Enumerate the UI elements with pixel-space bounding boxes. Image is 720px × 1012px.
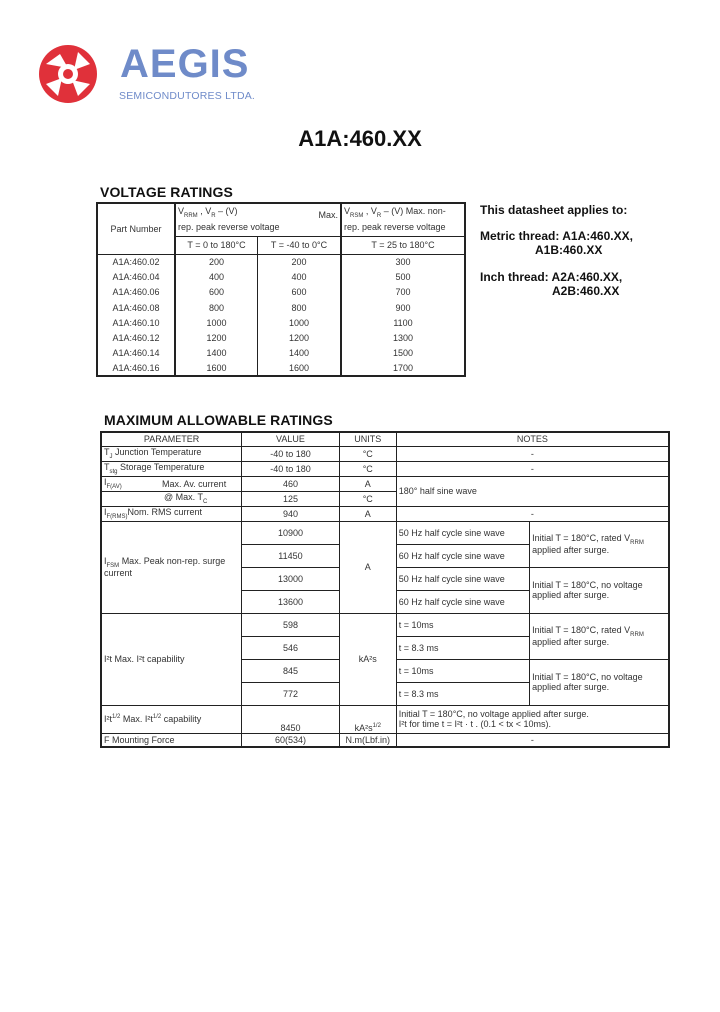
table-row — [97, 315, 465, 330]
value-i2t: 845 — [242, 659, 340, 682]
value-ifsm: 10900 — [242, 521, 340, 544]
applies-title: This datasheet applies to: — [480, 203, 628, 217]
cond-ifsm: 50 Hz half cycle sine wave — [396, 521, 529, 544]
cond-i2t: t = 8.3 ms — [396, 682, 529, 705]
notes-mounting: - — [396, 733, 669, 747]
table-row — [101, 461, 669, 476]
table-row — [101, 476, 669, 491]
table-row — [101, 705, 669, 733]
part-number-cell: A1A:460.10 — [112, 317, 160, 328]
voltage-cell: 1000 — [258, 315, 342, 330]
param-mounting: F Mounting Force — [101, 733, 242, 747]
aegis-logo-icon — [38, 44, 98, 104]
col-vrrm-header: $V_{RRM}$ , $V_R - (V)$ Max. rep. peak reverse voltage — [175, 203, 341, 236]
voltage-cell: 400 — [258, 269, 342, 284]
voltage-cell: 1400 — [258, 346, 342, 361]
inch-thread-line-2: A2B:460.XX — [552, 284, 620, 298]
voltage-cell: 800 — [258, 300, 342, 315]
cond-i2t: t = 10ms — [396, 659, 529, 682]
value-i2t: 546 — [242, 636, 340, 659]
param-tj: $T_J$ Junction Temperature — [101, 446, 242, 461]
cond-i2t: t = 10ms — [396, 613, 529, 636]
max-ratings-title: MAXIMUM ALLOWABLE RATINGS — [104, 412, 333, 428]
tj-range-2: T = -40 to 0°C — [258, 236, 342, 254]
voltage-cell: 500 — [341, 269, 465, 284]
value-ifav: 460 — [242, 476, 340, 491]
voltage-cell: 200 — [258, 254, 342, 269]
units-ifav: A — [339, 476, 396, 491]
value-tstg: -40 to 180 — [242, 461, 340, 476]
notes-i2rt: Initial T = 180°C, no voltage applied after surge. I²t for time t = I²t · t . (0.1 < tx < 10ms). — [396, 705, 669, 733]
table-row — [97, 361, 465, 376]
voltage-cell: 600 — [175, 285, 258, 300]
part-number-cell: A1A:460.04 — [112, 271, 160, 282]
units-tj: °C — [339, 446, 396, 461]
max-ratings-table — [100, 431, 670, 748]
voltage-cell: 800 — [175, 300, 258, 315]
table-row — [97, 330, 465, 345]
units-i2rt: $kA^2s^{1/2}$ — [339, 705, 396, 733]
value-i2rt: 8450 — [242, 705, 340, 733]
tj-range-1: T = 0 to 180°C — [175, 236, 258, 254]
units-tstg: °C — [339, 461, 396, 476]
voltage-cell: 1200 — [258, 330, 342, 345]
note-ifsm-novolt: Initial T = 180°C, no voltage applied after surge. — [530, 567, 669, 613]
value-ifav-tc: 125 — [242, 491, 340, 506]
header-value: VALUE — [242, 432, 340, 446]
table-row — [97, 285, 465, 300]
units-ifsm: A — [339, 521, 396, 613]
cond-i2t: t = 8.3 ms — [396, 636, 529, 659]
voltage-cell: 1100 — [341, 315, 465, 330]
voltage-cell: 200 — [175, 254, 258, 269]
header-units: UNITS — [339, 432, 396, 446]
header-notes: NOTES — [396, 432, 669, 446]
param-ifav: $I_{F(AV)}$ Max. Av. current — [101, 476, 242, 491]
cond-ifsm: 60 Hz half cycle sine wave — [396, 590, 529, 613]
voltage-cell: 1300 — [341, 330, 465, 345]
value-i2t: 772 — [242, 682, 340, 705]
brand-name: AEGIS — [120, 42, 250, 86]
voltage-cell: 1000 — [175, 315, 258, 330]
voltage-cell: 1600 — [258, 361, 342, 376]
param-tstg: $T_{stg}$ Storage Temperature — [101, 461, 242, 476]
voltage-ratings-title: VOLTAGE RATINGS — [100, 184, 233, 200]
tj-range-3: T = 25 to 180°C — [341, 236, 465, 254]
part-number-cell: A1A:460.06 — [112, 287, 160, 298]
part-number-cell: A1A:460.08 — [112, 302, 160, 313]
part-number-cell: A1A:460.16 — [112, 363, 160, 374]
table-row — [97, 269, 465, 284]
note-i2t-rated: Initial T = 180°C, rated $V_{RRM}$ applied after surge. — [530, 613, 669, 659]
voltage-cell: 1600 — [175, 361, 258, 376]
cond-ifsm: 50 Hz half cycle sine wave — [396, 567, 529, 590]
col-part-number: Part Number — [110, 223, 162, 234]
param-ifsm: $I_{FSM}$ Max. Peak non-rep. surge current — [101, 521, 242, 613]
voltage-cell: 700 — [341, 285, 465, 300]
table-row — [97, 254, 465, 269]
cond-ifsm: 60 Hz half cycle sine wave — [396, 544, 529, 567]
voltage-cell: 600 — [258, 285, 342, 300]
note-i2t-novolt: Initial T = 180°C, no voltage applied after surge. — [530, 659, 669, 705]
table-row — [97, 300, 465, 315]
table-row — [101, 733, 669, 747]
param-ifrms: $I_{F(RMS)}Nom$. RMS current — [101, 506, 242, 521]
brand-subtitle: SEMICONDUTORES LTDA. — [119, 90, 256, 102]
table-row — [101, 506, 669, 521]
inch-thread-line: Inch thread: A2A:460.XX, — [480, 270, 623, 284]
value-ifrms: 940 — [242, 506, 340, 521]
part-number-cell: A1A:460.12 — [112, 333, 160, 344]
header-parameter: PARAMETER — [101, 432, 242, 446]
voltage-cell: 1500 — [341, 346, 465, 361]
units-mounting: N.m(Lbf.in) — [339, 733, 396, 747]
voltage-cell: 1400 — [175, 346, 258, 361]
value-ifsm: 13000 — [242, 567, 340, 590]
table-row — [97, 346, 465, 361]
notes-ifrms: - — [396, 506, 669, 521]
units-ifav-tc: °C — [339, 491, 396, 506]
table-row — [101, 446, 669, 461]
voltage-cell: 1200 — [175, 330, 258, 345]
col-vrsm-header: $V_{RSM}$ , $V_R - (V)$ Max. non- rep. peak reverse voltage — [341, 203, 465, 236]
page-title: A1A:460.XX — [298, 126, 422, 151]
param-i2t: I²t Max. I²t capability — [101, 613, 242, 705]
table-row — [101, 613, 669, 636]
param-i2rt: $I^2t^{1/2}$ Max. $I^2t^{1/2}$ capability — [101, 705, 242, 733]
part-number-cell: A1A:460.14 — [112, 348, 160, 359]
metric-thread-line-2: A1B:460.XX — [535, 243, 603, 257]
notes-ifav: 180° half sine wave — [396, 476, 669, 506]
value-ifsm: 11450 — [242, 544, 340, 567]
param-ifav-tc: @ Max. $T_C$ — [101, 491, 242, 506]
units-ifrms: A — [339, 506, 396, 521]
voltage-cell: 300 — [341, 254, 465, 269]
value-tj: -40 to 180 — [242, 446, 340, 461]
value-ifsm: 13600 — [242, 590, 340, 613]
units-i2t: kA²s — [339, 613, 396, 705]
voltage-cell: 1700 — [341, 361, 465, 376]
voltage-cell: 900 — [341, 300, 465, 315]
value-mounting: 60(534) — [242, 733, 340, 747]
part-number-cell: A1A:460.02 — [97, 254, 175, 269]
notes-tstg: - — [396, 461, 669, 476]
voltage-cell: 400 — [175, 269, 258, 284]
table-row — [101, 521, 669, 544]
note-ifsm-rated: Initial T = 180°C, rated $V_{RRM}$ applied after surge. — [530, 521, 669, 567]
voltage-ratings-table — [96, 202, 466, 377]
value-i2t: 598 — [242, 613, 340, 636]
metric-thread-line: Metric thread: A1A:460.XX, — [480, 229, 633, 243]
notes-tj: - — [396, 446, 669, 461]
